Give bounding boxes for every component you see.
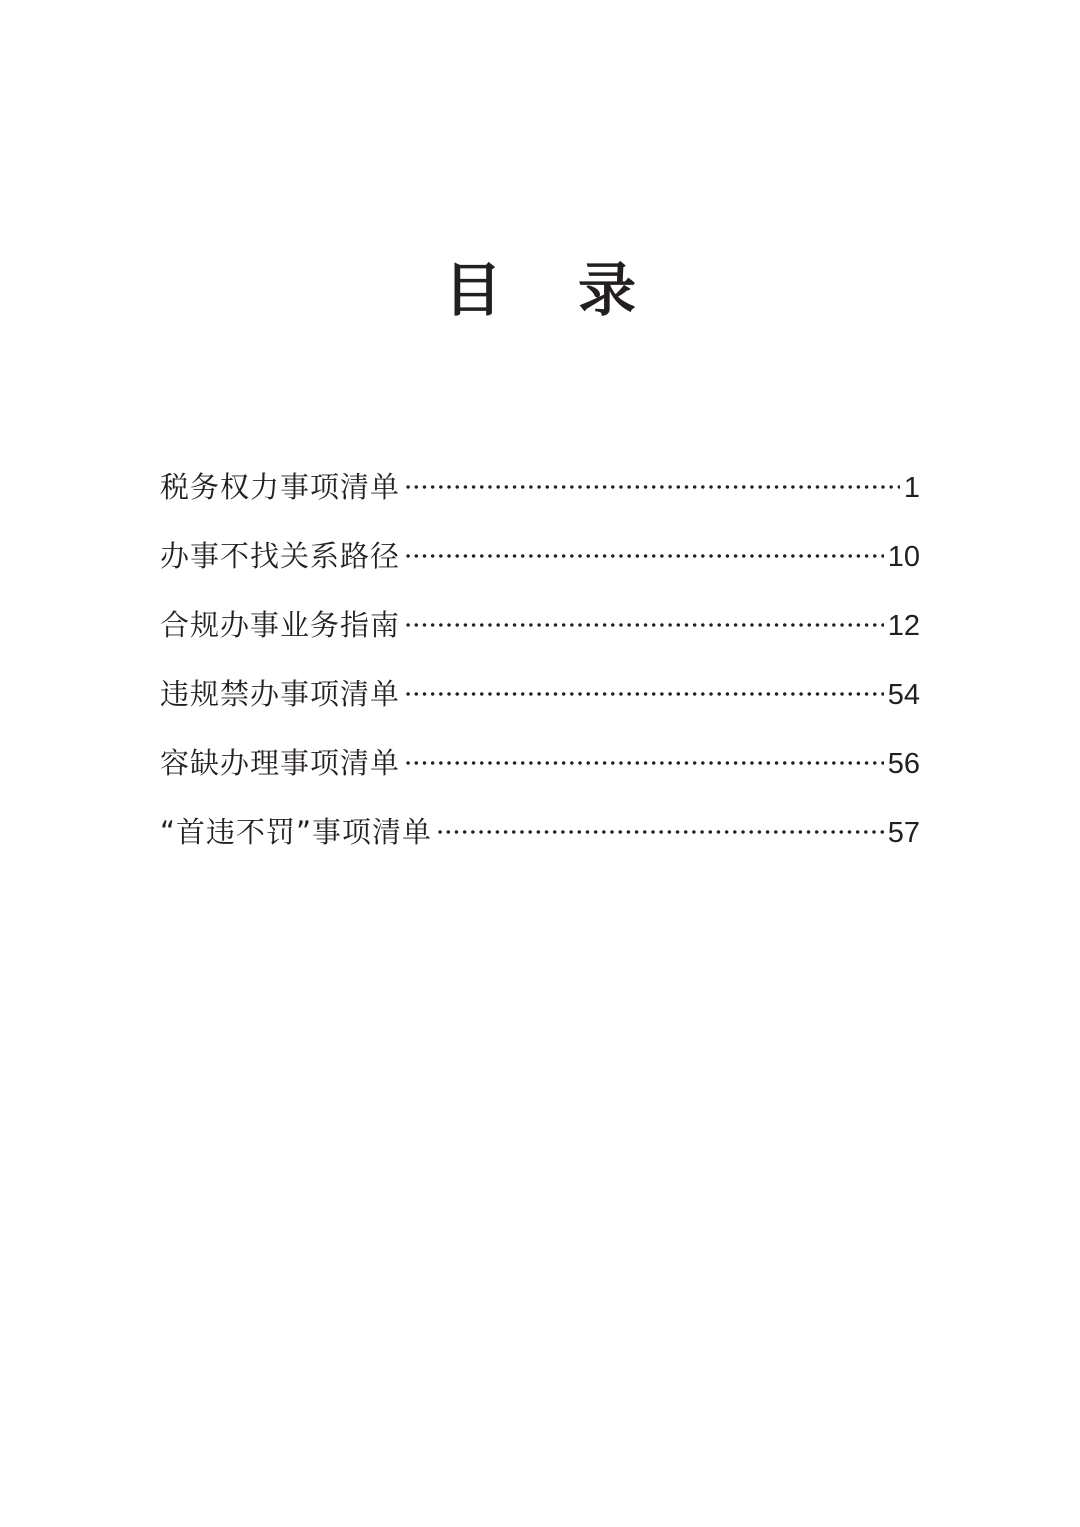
toc-entry[interactable] (160, 807, 920, 876)
toc-entry-label: 合规办事业务指南 (160, 608, 401, 642)
toc-entry[interactable] (160, 600, 920, 669)
toc-entry-label: 办事不找关系路径 (160, 539, 401, 573)
title-char-2: 录 (578, 256, 637, 324)
toc-entry-page: 1 (903, 472, 920, 504)
dot-leader (404, 553, 884, 559)
toc-entry-label: “首违不罚”事项清单 (160, 815, 433, 849)
toc-entry-page: 56 (887, 748, 920, 780)
toc-entry-page: 57 (887, 817, 920, 849)
toc-entry[interactable] (160, 462, 920, 531)
toc-entry-page: 12 (887, 610, 920, 642)
toc-entry-label: 违规禁办事项清单 (160, 677, 401, 711)
dot-leader (404, 484, 900, 490)
dot-leader (404, 622, 884, 628)
toc-entry[interactable] (160, 531, 920, 600)
toc-entry-label: 税务权力事项清单 (160, 470, 401, 504)
table-of-contents (160, 462, 920, 876)
toc-entry[interactable] (160, 669, 920, 738)
dot-leader (436, 829, 884, 835)
toc-entry-page: 54 (887, 679, 920, 711)
dot-leader (404, 760, 884, 766)
toc-entry-page: 10 (887, 541, 920, 573)
dot-leader (404, 691, 884, 697)
toc-entry[interactable] (160, 738, 920, 807)
page-title (0, 252, 1080, 328)
title-char-1: 目 (443, 256, 502, 324)
toc-entry-label: 容缺办理事项清单 (160, 746, 401, 780)
